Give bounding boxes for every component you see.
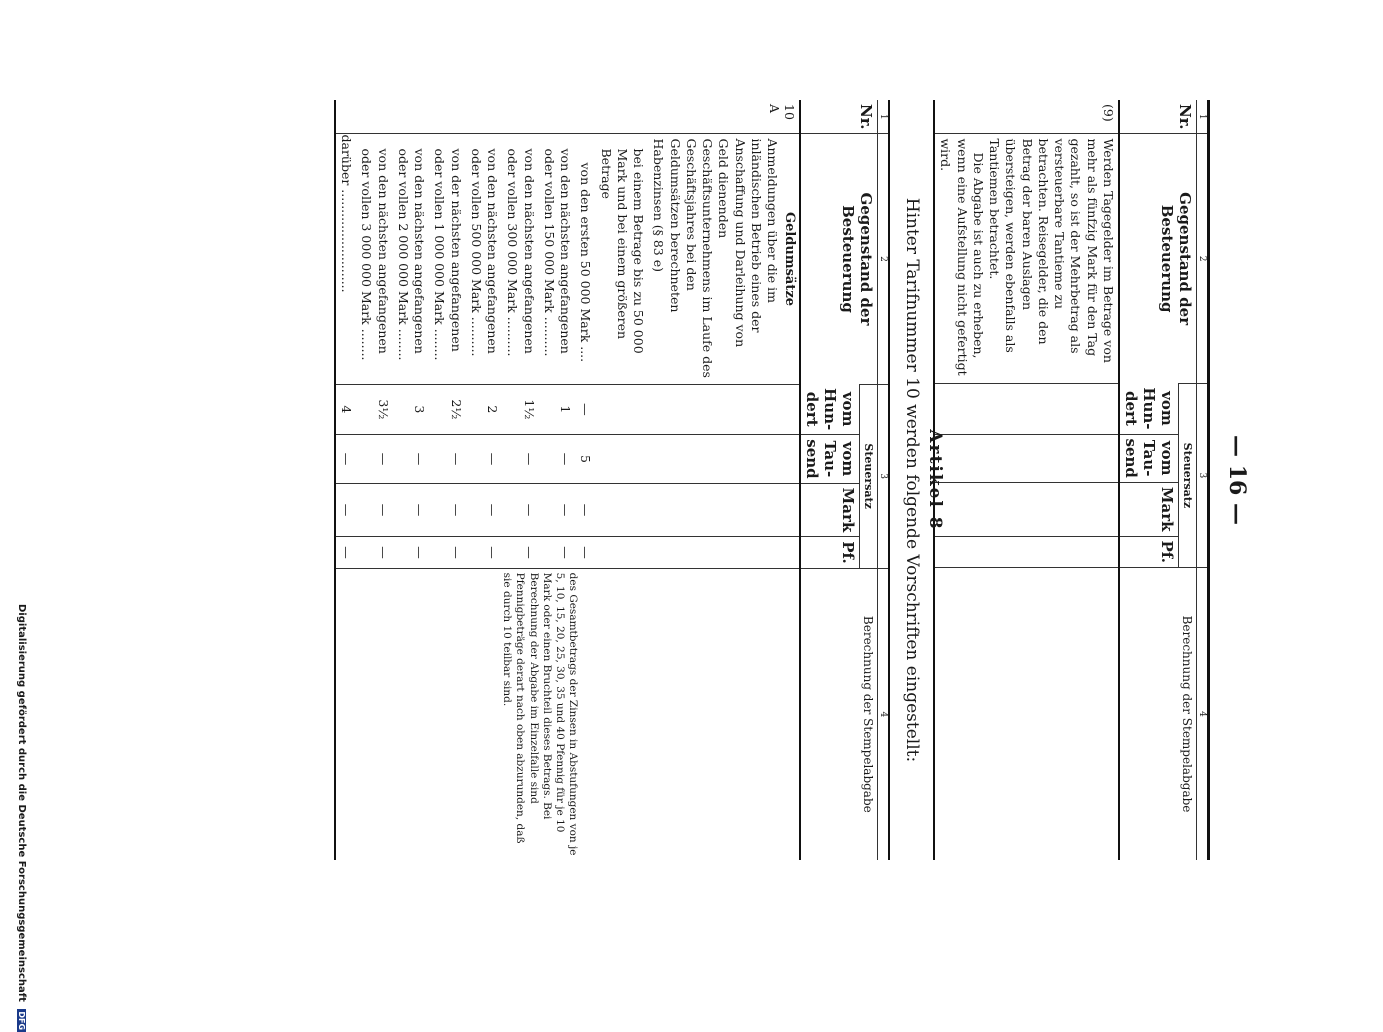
cell-mark: — — [393, 483, 430, 537]
rotated-sheet — [150, 100, 1250, 860]
row-nr: 10 A — [767, 104, 797, 120]
berechnung-note: des Gesamtbetrags der Zinsen in Abstufungen von je 5, 10, 15, 20, 25, 30, 35 und 40 Pfennig für je 10 Mark oder einen Bruchteil dieses Betrags. Bei Berechnung der Abgabe im Einzelfalle sind Pfennigbeträge derart nach oben abzurunden, daß sie durch 10 teilbar sind. — [335, 568, 800, 860]
header-gegenstand: Gegenstand der Besteuerung — [1119, 134, 1197, 383]
col-number: 3 — [878, 384, 890, 568]
header-nr: Nr. — [800, 100, 878, 134]
cell-tausend: — — [335, 435, 356, 483]
row-text: von den nächsten angefangenen oder vollen 500 000 Mark .......... — [466, 134, 503, 384]
cell-hundert: 2 — [466, 384, 503, 435]
col-number: 1 — [1197, 100, 1209, 134]
header-vom-hundert: vom Hun- dert — [1119, 383, 1179, 434]
tariff-table-1 — [933, 100, 1210, 860]
cell-mark: — — [466, 483, 503, 537]
section-intro: Anmeldungen über die im inländischen Betrieb eines der Anschaffung und Darleihung von Geld dienenden Geschäftsunternehmens im Laufe des Geschäftsjahres bei den Geldumsätzen berechneten Habenzinsen (§ 83 e) — [651, 138, 781, 378]
row-text: von den nächsten angefangenen oder vollen 2 000 000 Mark ........ — [393, 134, 430, 384]
cell-mark: — — [429, 483, 466, 537]
cell-pf: — — [356, 537, 393, 568]
cell-pf: — — [429, 537, 466, 568]
cell-mark — [595, 483, 648, 537]
tariff-table-2 — [334, 100, 890, 860]
cell-tausend: — — [466, 435, 503, 483]
cell-pf: — — [335, 537, 356, 568]
cell-pf — [595, 537, 648, 568]
dfg-logo: DFG — [17, 1011, 26, 1031]
header-vom-hundert: vom Hun- dert — [800, 384, 860, 435]
header-mark: Mark — [800, 483, 860, 537]
header-pf: Pf. — [800, 537, 860, 568]
row-text: von der nächsten angefangenen oder vollen 1 000 000 Mark ........ — [429, 134, 466, 384]
row-text: von den nächsten angefangenen oder vollen 3 000 000 Mark ........ — [356, 134, 393, 384]
cell-hundert: 2½ — [429, 384, 466, 435]
cell-hundert: 3 — [393, 384, 430, 435]
cell-hundert: 3½ — [356, 384, 393, 435]
cell-tausend: — — [502, 435, 539, 483]
col-number: 3 — [1197, 383, 1209, 567]
cell-hundert: 1½ — [502, 384, 539, 435]
cell-tausend — [595, 435, 648, 483]
cell-tausend: 5 — [575, 435, 595, 483]
footer-text: Digitalisierung gefördert durch die Deutsche Forschungsgemeinschaft — [16, 604, 27, 1002]
row-text: von den ersten 50 000 Mark .... — [575, 134, 595, 384]
cell-mark: — — [539, 483, 576, 537]
header-steuersatz: Steuersatz — [1179, 383, 1197, 567]
cell-pf: — — [575, 537, 595, 568]
cell-mark: — — [356, 483, 393, 537]
col-number: 1 — [878, 100, 890, 134]
row-nr: (9) — [1101, 104, 1116, 122]
cell-mark: — — [502, 483, 539, 537]
cell-pf: — — [393, 537, 430, 568]
col-number: 4 — [1197, 567, 1209, 860]
cell-pf: — — [466, 537, 503, 568]
row-text: darüber .......................... — [335, 134, 356, 384]
section-title: Geldumsätze — [782, 212, 797, 307]
header-mark: Mark — [1119, 482, 1179, 536]
row-text: von den nächsten angefangenen oder vollen 300 000 Mark .......... — [502, 134, 539, 384]
artikel-heading: Artikel 8 — [925, 429, 945, 531]
header-berechnung: Berechnung der Stempelabgabe — [1119, 567, 1197, 860]
header-vom-tausend: vom Tau- send — [800, 435, 860, 483]
cell-hundert — [595, 384, 648, 435]
row-text-2: Die Abgabe ist auch zu erheben, wenn eine Aufstellung nicht gefertigt wird. — [938, 138, 986, 376]
cell-hundert: 1 — [539, 384, 576, 435]
cell-mark: — — [335, 483, 356, 537]
row-text: von den nächsten angefangenen oder vollen 150 000 Mark .......... — [539, 134, 576, 384]
row-text: Werden Tagegelder im Betrage von mehr als fünfzig Mark für den Tag gezahlt, so ist der Mehrbetrag als versteuerbare Tantieme zu betrachten. Reisegelder, die den Betrag der baren Auslagen übersteigen, werden ebenfalls als Tantiemen betrachtet. — [987, 138, 1116, 363]
col-number: 2 — [878, 134, 890, 384]
cell-pf: — — [539, 537, 576, 568]
cell-tausend: — — [539, 435, 576, 483]
col-number: 2 — [1197, 134, 1209, 383]
header-gegenstand: Gegenstand der Besteuerung — [800, 134, 878, 384]
cell-hundert: 4 — [335, 384, 356, 435]
cell-tausend: — — [429, 435, 466, 483]
row-text: bei einem Betrage bis zu 50 000 Mark und bei einem größeren Betrage — [595, 134, 648, 384]
cell-tausend: — — [393, 435, 430, 483]
header-nr: Nr. — [1119, 100, 1197, 134]
header-berechnung: Berechnung der Stempelabgabe — [800, 568, 878, 860]
col-number: 4 — [878, 568, 890, 860]
cell-hundert: — — [575, 384, 595, 435]
artikel-intro: Hinter Tarifnummer 10 werden folgende Vorschriften eingestellt: — [902, 197, 922, 763]
cell-pf: — — [502, 537, 539, 568]
cell-mark: — — [575, 483, 595, 537]
header-vom-tausend: vom Tau- send — [1119, 434, 1179, 482]
cell-tausend: — — [356, 435, 393, 483]
header-steuersatz: Steuersatz — [860, 384, 878, 568]
digitization-footer — [2, 594, 27, 1031]
header-pf: Pf. — [1119, 536, 1179, 567]
page-number: — 16 — — [1224, 435, 1250, 525]
